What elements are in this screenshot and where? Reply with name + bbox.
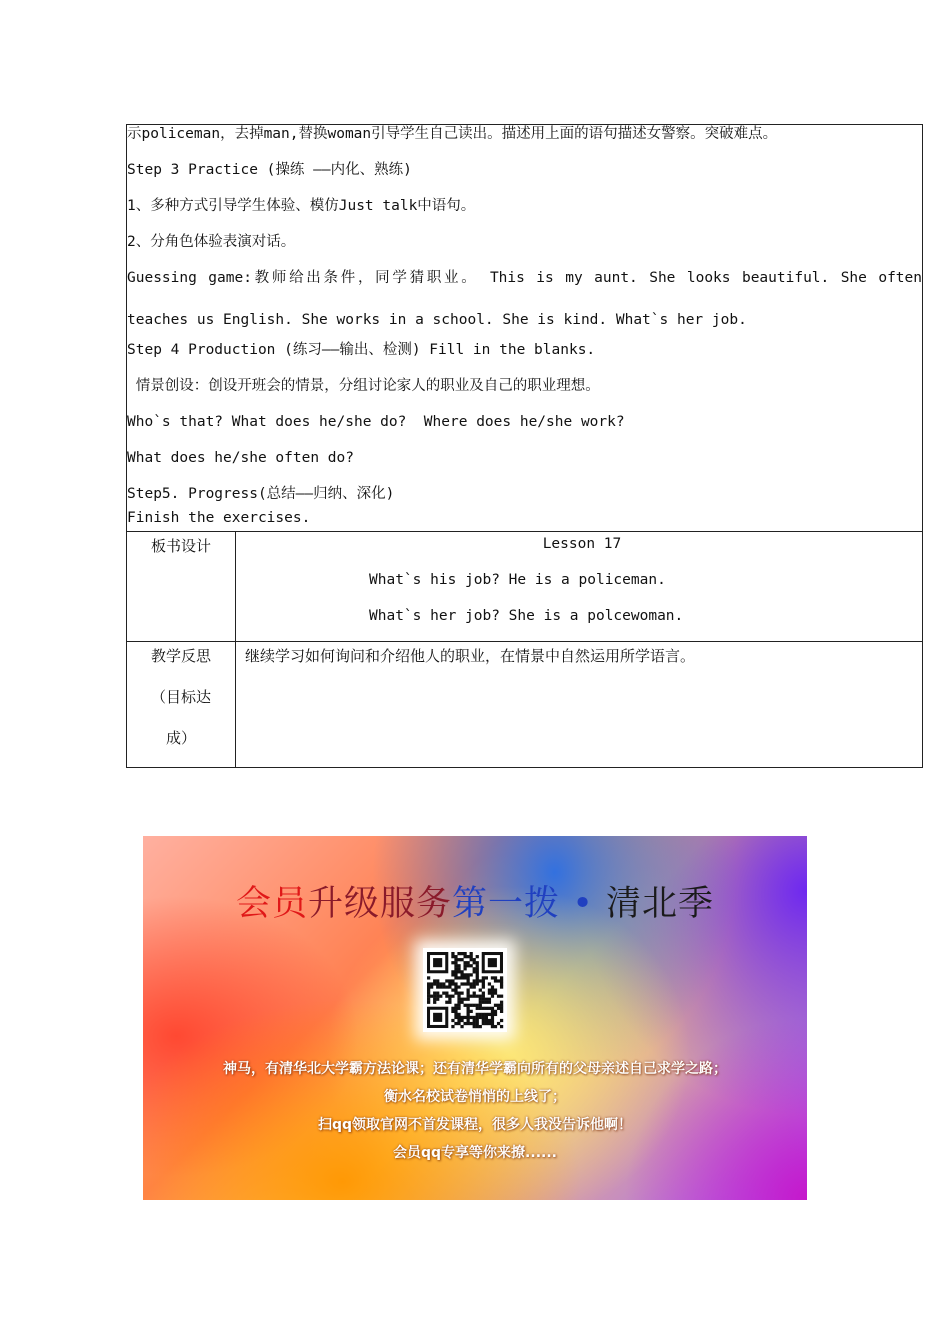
process-line: Guessing game:教师给出条件，同学猜职业。 This is my aunt. She looks beautiful. She often: [127, 270, 922, 286]
board-design-content: [236, 532, 923, 642]
promo-banner[interactable]: [143, 836, 807, 1200]
board-design-label-cell: [127, 532, 236, 642]
process-line: 情景创设：创设开班会的情景，分组讨论家人的职业及自己的职业理想。: [127, 378, 600, 394]
board-line: What`s her job? She is a polcewoman.: [369, 608, 684, 624]
banner-line: 神马，有清华北大学霸方法论课；还有清华学霸向所有的父母亲述自己求学之路；: [223, 1061, 727, 1077]
process-line: What does he/she often do?: [127, 450, 354, 466]
process-line: Who`s that? What does he/she do? Where does he/she work?: [127, 414, 625, 430]
process-line: Step 3 Practice (操练 ——内化、熟练): [127, 162, 412, 178]
board-lesson-title: Lesson 17: [542, 536, 622, 552]
process-line: Step 4 Production (练习——输出、检测) Fill in the blanks.: [127, 342, 596, 358]
board-design-label: 板书设计: [150, 537, 211, 555]
banner-text-block: [143, 1055, 807, 1167]
banner-line: 扫qq领取官网不首发课程，很多人我没告诉他啊！: [317, 1117, 633, 1133]
reflection-label-line: （目标达: [150, 688, 211, 706]
banner-line: 会员qq专享等你来撩......: [393, 1145, 557, 1161]
reflection-label-line: 成）: [165, 729, 196, 747]
reflection-label-line: 教学反思: [150, 647, 211, 665]
reflection-row: [127, 642, 923, 768]
reflection-label-cell: [127, 642, 236, 768]
qr-code-icon[interactable]: [423, 948, 507, 1032]
banner-title-part: 第一拨: [452, 884, 561, 924]
banner-title-part: 清北季: [605, 884, 714, 924]
banner-title-part: 升级服务: [308, 884, 453, 924]
banner-title: [143, 876, 807, 926]
lesson-plan-table: [126, 124, 923, 768]
banner-title-part: •: [560, 884, 606, 924]
process-row: [127, 125, 923, 532]
board-design-row: [127, 532, 923, 642]
banner-line: 衡水名校试卷悄悄的上线了；: [384, 1089, 566, 1105]
process-line: Step5. Progress(总结——归纳、深化): [127, 486, 395, 502]
qr-code-graphic: [423, 948, 507, 1032]
banner-title-part: 会员: [236, 884, 309, 924]
board-line: What`s his job? He is a policeman.: [369, 572, 666, 588]
process-line: 1、多种方式引导学生体验、模仿Just talk中语句。: [127, 198, 476, 214]
process-line: teaches us English. She works in a school. She is kind. What`s her job.: [127, 312, 747, 328]
process-cell: [127, 125, 923, 532]
reflection-content: [236, 642, 923, 768]
process-line: Finish the exercises.: [127, 510, 311, 526]
process-line: 2、分角色体验表演对话。: [127, 234, 296, 250]
reflection-text: 继续学习如何询问和介绍他人的职业，在情景中自然运用所学语言。: [245, 647, 696, 665]
process-line: 示policeman，去掉man,替换woman引导学生自己读出。描述用上面的语句描述女警察。突破难点。: [127, 126, 778, 142]
